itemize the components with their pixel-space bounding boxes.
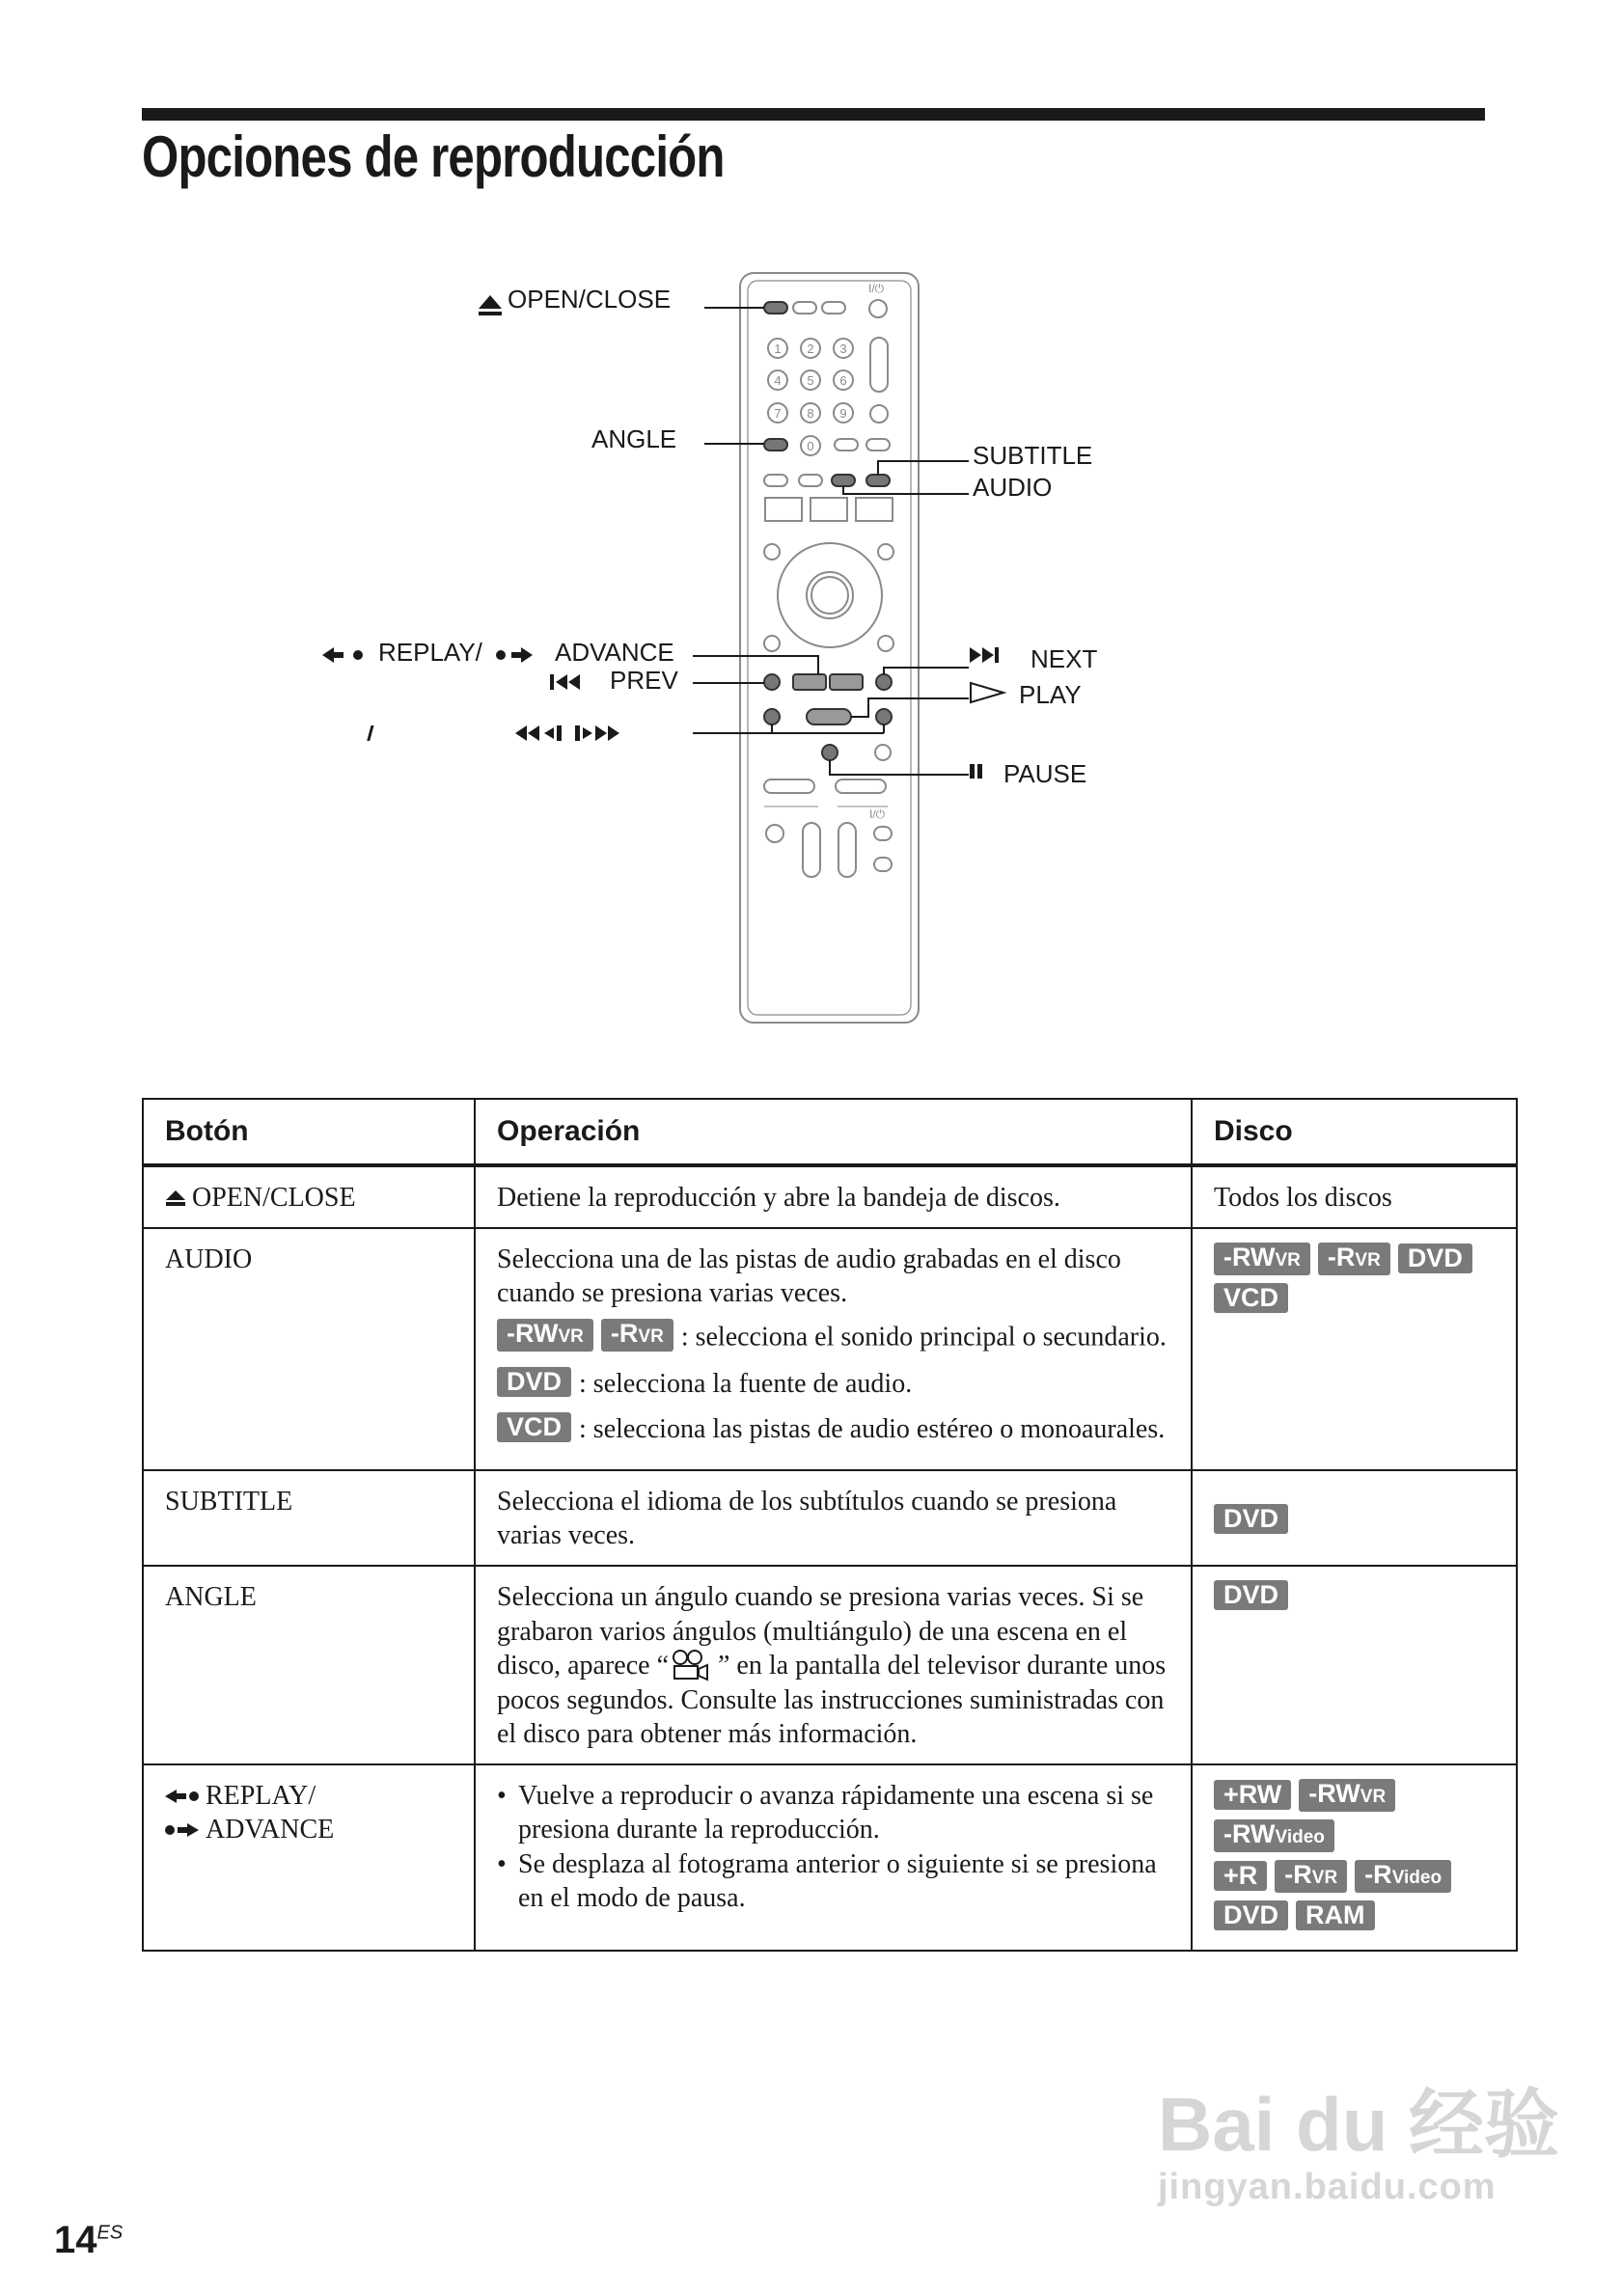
page-number: $14^{ES}$ <box>54 2219 124 2261</box>
page-title: Opciones de reproducción <box>142 124 725 189</box>
watermark-logo: Bai du 经验 <box>1158 2082 1560 2167</box>
digit-2: 2 <box>807 342 814 356</box>
digit-9: 9 <box>839 406 847 421</box>
forward-key <box>876 709 892 724</box>
badge-dvd: DVD <box>1214 1504 1288 1534</box>
list-item: • Se desplaza al fotograma anterior o siguiente si se presiona en el modo de pausa. <box>518 1847 1169 1916</box>
cell-button <box>143 1764 475 1951</box>
label-replay: REPLAY/ <box>378 638 482 667</box>
remote-diagram <box>0 0 1621 1061</box>
audio-dvd-note: DVD : selecciona la fuente de audio. <box>497 1367 1169 1405</box>
cell-button: AUDIO <box>143 1228 475 1470</box>
next-icon <box>970 647 999 663</box>
badge-plus-r: +R <box>1214 1861 1267 1891</box>
badge-dvd: DVD <box>1214 1900 1288 1930</box>
cell-disc <box>1192 1566 1517 1764</box>
digit-5: 5 <box>807 373 814 388</box>
digit-8: 8 <box>807 406 814 421</box>
label-subtitle: SUBTITLE <box>973 441 1093 470</box>
cell-button: ANGLE <box>143 1566 475 1764</box>
eject-icon <box>165 1189 186 1207</box>
cell-disc <box>1192 1764 1517 1951</box>
table-row <box>143 1764 1517 1951</box>
badge-rwvr: -RWVR <box>1299 1779 1395 1812</box>
advance-icon <box>496 647 533 663</box>
cell-button: SUBTITLE <box>143 1470 475 1566</box>
digit-4: 4 <box>774 373 782 388</box>
pause-key <box>822 745 838 760</box>
audio-key <box>832 475 855 486</box>
badge-dvd: DVD <box>1214 1580 1288 1610</box>
table-row <box>143 1165 1517 1228</box>
digit-7: 7 <box>774 406 782 421</box>
badge-vcd: VCD <box>497 1412 571 1442</box>
table-row <box>143 1228 1517 1470</box>
cell-operation: Detiene la reproducción y abre la bandeja de discos. <box>475 1165 1192 1228</box>
replay-icon <box>322 647 363 663</box>
badge-plus-rw: +RW <box>1214 1780 1291 1810</box>
badge-rwvr: -RWVR <box>497 1319 593 1352</box>
open-close-key <box>764 302 787 314</box>
label-next: NEXT <box>1030 644 1098 673</box>
badge-rvideo: -RVideo <box>1355 1860 1451 1893</box>
subtitle-key <box>866 475 890 486</box>
badge-vcd: VCD <box>1214 1283 1288 1313</box>
header-button: Botón <box>143 1099 475 1165</box>
cell-operation <box>475 1228 1192 1470</box>
badge-rwvr: -RWVR <box>1214 1243 1310 1275</box>
remote-body <box>740 273 919 1023</box>
cell-disc <box>1192 1228 1517 1470</box>
audio-vcd-note: VCD : selecciona las pistas de audio estéreo o monoaurales. <box>497 1412 1169 1450</box>
cell-disc: Todos los discos <box>1192 1165 1517 1228</box>
digit-6: 6 <box>839 373 847 388</box>
label-angle: ANGLE <box>591 424 677 453</box>
badge-rvr: -RVR <box>601 1319 673 1352</box>
badge-rvr: -RVR <box>1318 1243 1390 1275</box>
label-glyphs <box>322 295 1003 779</box>
prev-key <box>764 674 780 690</box>
table-row <box>143 1470 1517 1566</box>
cell-disc <box>1192 1470 1517 1566</box>
badge-rwvideo: -RWVideo <box>1214 1819 1334 1852</box>
eject-icon <box>479 295 502 309</box>
pause-icon <box>970 764 982 779</box>
remote-power-label-bottom: I/⏻ <box>869 807 886 821</box>
cell-button <box>143 1165 475 1228</box>
badge-dvd: DVD <box>497 1367 571 1397</box>
label-audio: AUDIO <box>973 473 1053 502</box>
digit-3: 3 <box>839 342 847 356</box>
cell-operation <box>475 1764 1192 1951</box>
operations-table <box>142 1098 1518 1952</box>
watermark-url: jingyan.baidu.com <box>1158 2167 1497 2207</box>
angle-camera-icon <box>669 1649 711 1681</box>
badge-ram: RAM <box>1296 1900 1375 1930</box>
label-play: PLAY <box>1019 680 1082 709</box>
next-key <box>876 674 892 690</box>
leader-lines <box>693 308 969 775</box>
play-icon <box>971 683 1003 702</box>
badge-rvr: -RVR <box>1275 1860 1347 1893</box>
label-prev: PREV <box>610 666 678 695</box>
header-operation: Operación <box>475 1099 1192 1165</box>
eject-bar <box>479 312 502 315</box>
label-advance: ADVANCE <box>555 638 674 667</box>
remote-power-label: I/⏻ <box>868 282 885 295</box>
digit-1: 1 <box>774 342 782 356</box>
table-header-row <box>143 1099 1517 1165</box>
cell-operation: Selecciona un ángulo cuando se presiona varias veces. Si se grabaron varios ángulos (multiángulo) de una escena en el disco, aparece “ ” en la pantalla del televisor durante unos pocos segundos. Consulte las instrucciones suministradas con el disco para obtener más información. <box>475 1566 1192 1764</box>
advance-line: ADVANCE <box>165 1813 453 1847</box>
angle-key <box>764 439 787 451</box>
table-row <box>143 1566 1517 1764</box>
audio-intro: Selecciona una de las pistas de audio grabadas en el disco cuando se presiona varias veces. <box>497 1244 1121 1309</box>
replay-bullets <box>497 1779 1169 1916</box>
advance-icon <box>165 1822 200 1838</box>
prev-icon <box>550 674 580 690</box>
play-key <box>807 709 851 724</box>
header-disc: Disco <box>1192 1099 1517 1165</box>
watermark <box>1158 2064 1559 2208</box>
replay-key <box>793 674 826 690</box>
audio-rw-note: -RWVR -RVR : selecciona el sonido principal o secundario. <box>497 1319 1169 1359</box>
label-pause: PAUSE <box>1003 759 1087 788</box>
scan-slow-icon <box>367 725 619 741</box>
badge-dvd: DVD <box>1398 1244 1472 1273</box>
label-open-close: OPEN/CLOSE <box>508 285 672 314</box>
advance-key <box>830 674 863 690</box>
cell-button-text: OPEN/CLOSE <box>192 1183 356 1214</box>
replay-icon <box>165 1789 200 1804</box>
rewind-key <box>764 709 780 724</box>
cell-operation: Selecciona el idioma de los subtítulos cuando se presiona varias veces. <box>475 1470 1192 1566</box>
digit-0: 0 <box>807 439 814 453</box>
list-item: • Vuelve a reproducir o avanza rápidamente una escena si se presiona durante la reproducción. <box>518 1779 1169 1847</box>
replay-line: REPLAY/ <box>165 1779 453 1814</box>
